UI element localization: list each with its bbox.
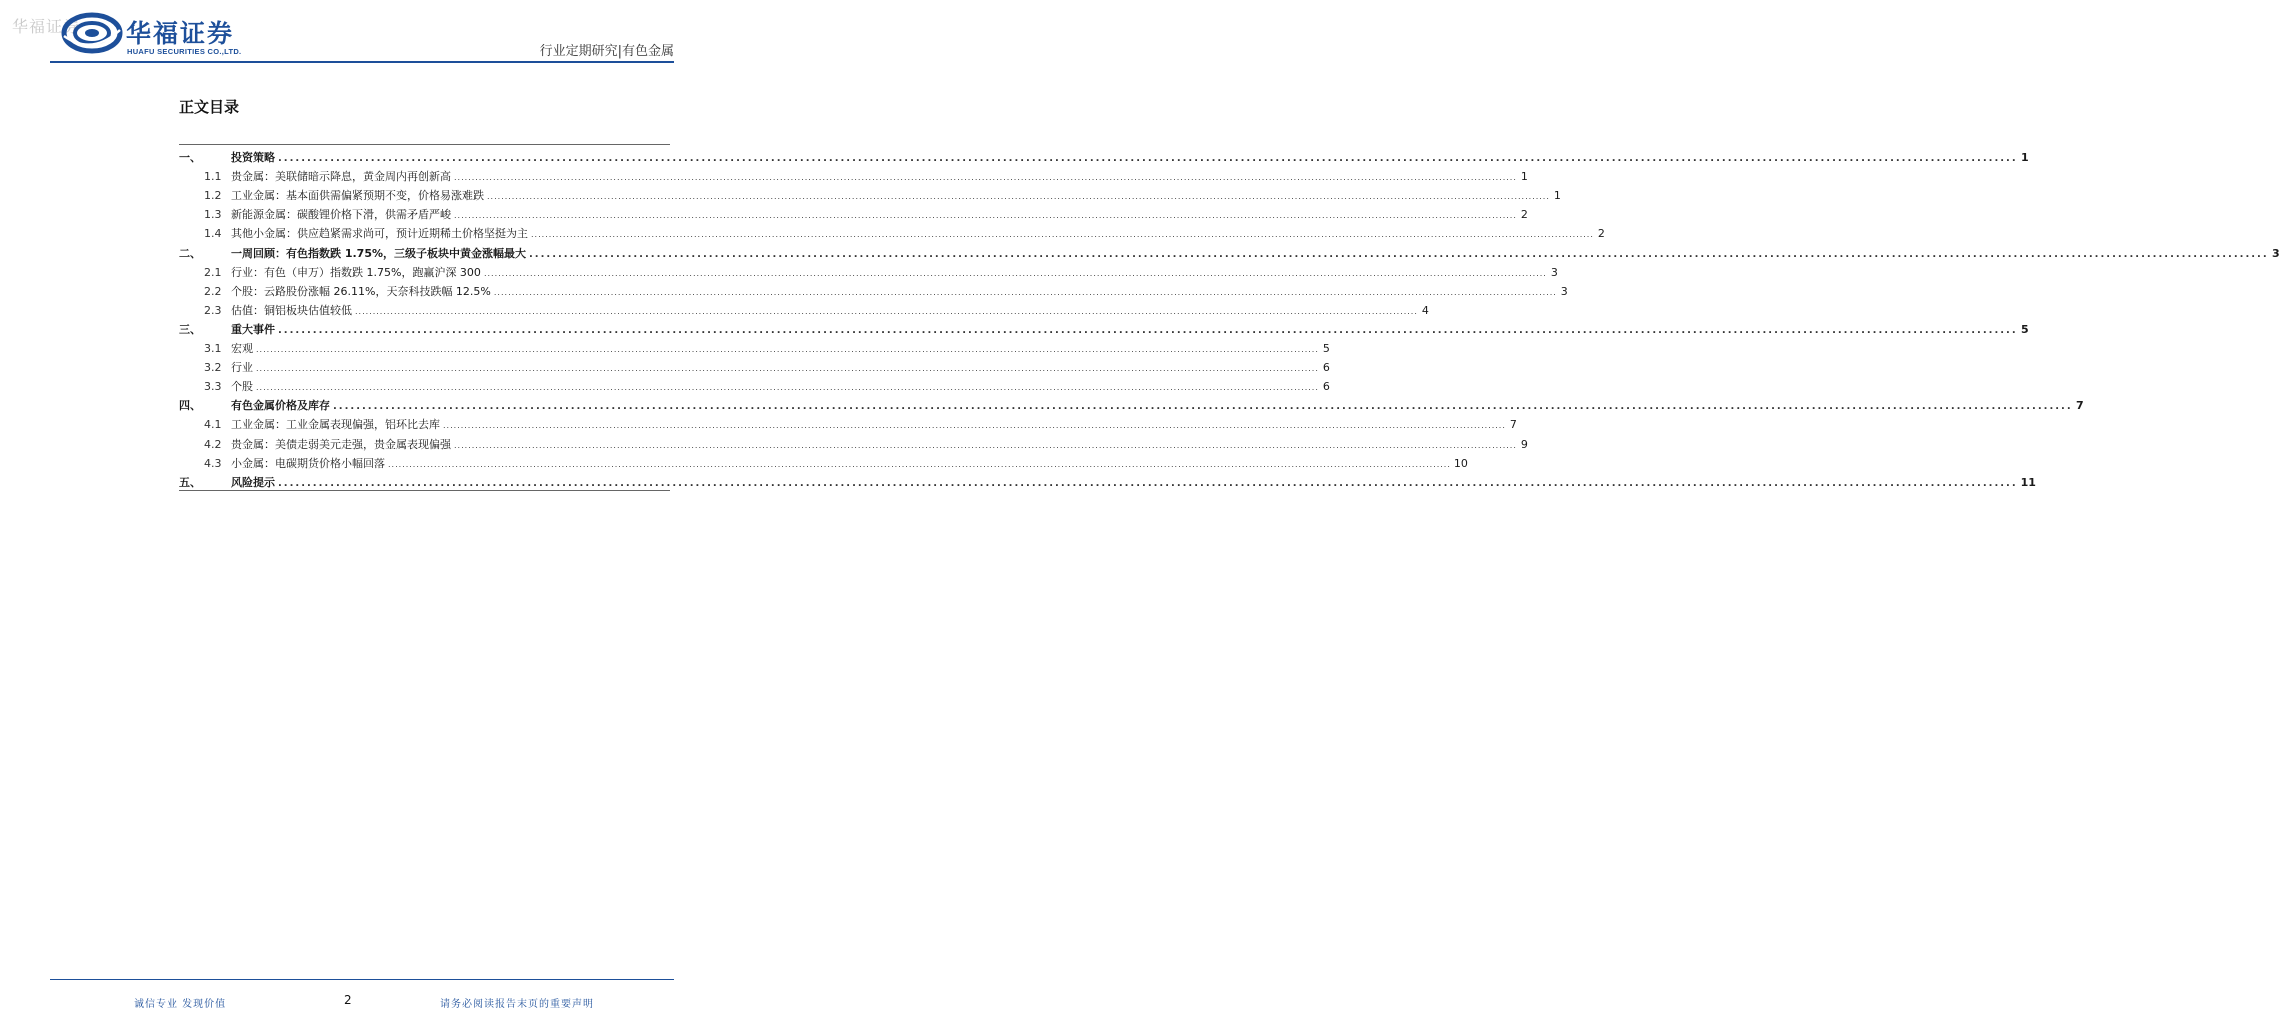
watermark-text: 华福证券: [12, 17, 81, 36]
toc-entry-page: 6: [1322, 380, 1330, 394]
brand-name-cn: 华福证券: [126, 19, 235, 48]
toc-entry-page: 5: [1322, 342, 1330, 356]
toc-leader-dots: ............................................................................................................................................................................................................................................................................................................: [278, 324, 2018, 336]
toc-entry-number: 1.1: [204, 170, 222, 184]
toc-entry-page: 1: [1520, 170, 1528, 184]
toc-leader-dots: ............................................................................................................................................................................................................................................................................................................: [443, 421, 1506, 431]
toc-entry-page: 11: [2020, 475, 2036, 489]
toc-entry[interactable]: [179, 375, 1330, 394]
toc-entry[interactable]: [179, 280, 1568, 299]
toc-leader-dots: ............................................................................................................................................................................................................................................................................................................: [454, 173, 1517, 183]
toc-entry[interactable]: [179, 203, 1528, 222]
toc-entry-text: 贵金属：美债走弱美元走强，贵金属表现偏强: [231, 437, 451, 451]
toc-entry[interactable]: [179, 146, 2029, 165]
report-category: 行业定期研究|有色金属: [539, 44, 674, 59]
toc-leader-dots: ............................................................................................................................................................................................................................................................................................................: [256, 345, 1319, 355]
toc-entry[interactable]: [179, 356, 1330, 375]
toc-entry-page: 5: [2021, 322, 2029, 336]
toc-leader-dots: ............................................................................................................................................................................................................................................................................................................: [278, 153, 2018, 165]
toc-entry-page: 6: [1322, 361, 1330, 375]
toc-leader-dots: ............................................................................................................................................................................................................................................................................................................: [355, 306, 1418, 316]
toc-leader-dots: ............................................................................................................................................................................................................................................................................................................: [493, 287, 1557, 297]
toc-entry-text: 贵金属：美联储暗示降息，黄金周内再创新高: [231, 170, 451, 184]
toc-entry-number: 1.4: [204, 227, 222, 241]
toc-leader-dots: ............................................................................................................................................................................................................................................................................................................: [487, 192, 1550, 202]
toc-leader-dots: ............................................................................................................................................................................................................................................................................................................: [454, 211, 1517, 221]
huafu-logo-icon: [62, 12, 122, 54]
toc-entry-page: 2: [1597, 227, 1605, 241]
header-divider: [50, 61, 674, 63]
toc-entry-number: 1.2: [204, 189, 222, 203]
page-number: 2: [344, 993, 352, 1007]
toc-entry-text: 工业金属：基本面供需偏紧预期不变，价格易涨难跌: [231, 189, 484, 203]
toc-entry-number: 3.2: [204, 361, 222, 375]
toc-leader-dots: ............................................................................................................................................................................................................................................................................................................: [454, 440, 1517, 450]
toc-top-divider: [179, 144, 670, 145]
toc-entry-number: 五、: [179, 475, 201, 489]
toc-entry-number: 4.2: [204, 437, 222, 451]
toc-entry-number: 二、: [179, 246, 201, 260]
toc-leader-dots: ............................................................................................................................................................................................................................................................................................................: [256, 383, 1319, 393]
toc-entry-page: 3: [1550, 265, 1558, 279]
toc-entry[interactable]: [179, 165, 1528, 184]
table-of-contents: [179, 146, 2280, 490]
toc-bottom-divider: [179, 490, 670, 491]
toc-entry[interactable]: [179, 432, 1528, 451]
toc-leader-dots: ............................................................................................................................................................................................................................................................................................................: [529, 248, 2269, 260]
toc-leader-dots: ............................................................................................................................................................................................................................................................................................................: [333, 401, 2073, 413]
toc-entry-text: 个股：云路股份涨幅 26.11%，天奈科技跌幅 12.5%: [231, 284, 491, 298]
toc-leader-dots: ............................................................................................................................................................................................................................................................................................................: [278, 477, 2018, 489]
toc-entry-page: 10: [1453, 456, 1468, 470]
toc-leader-dots: ............................................................................................................................................................................................................................................................................................................: [531, 230, 1594, 240]
toc-entry-number: 一、: [179, 151, 201, 165]
toc-entry-number: 四、: [179, 399, 201, 413]
toc-entry-text: 投资策略: [231, 151, 275, 165]
toc-entry-page: 7: [2076, 399, 2084, 413]
toc-entry-number: 三、: [179, 322, 201, 336]
toc-entry-text: 有色金属价格及库存: [231, 399, 330, 413]
toc-leader-dots: ............................................................................................................................................................................................................................................................................................................: [256, 364, 1319, 374]
toc-entry-page: 1: [2021, 151, 2029, 165]
toc-entry[interactable]: [179, 261, 1558, 280]
toc-entry-number: 1.3: [204, 208, 222, 222]
toc-leader-dots: ............................................................................................................................................................................................................................................................................................................: [483, 268, 1547, 278]
toc-entry[interactable]: [179, 299, 1429, 318]
footer-slogan: 诚信专业 发现价值: [134, 999, 227, 1010]
footer-disclaimer: 请务必阅读报告末页的重要声明: [440, 999, 594, 1010]
toc-entry-number: 2.2: [204, 284, 222, 298]
toc-entry[interactable]: [179, 184, 1561, 203]
toc-entry[interactable]: [179, 413, 1517, 432]
toc-entry[interactable]: [179, 241, 2280, 260]
toc-entry-number: 2.1: [204, 265, 222, 279]
toc-entry-page: 1: [1553, 189, 1561, 203]
toc-entry-text: 新能源金属：碳酸锂价格下滑，供需矛盾严峻: [231, 208, 451, 222]
toc-entry[interactable]: [179, 471, 2036, 490]
toc-entry-text: 工业金属：工业金属表现偏强，铝环比去库: [231, 418, 440, 432]
brand-name-en: HUAFU SECURITIES CO.,LTD.: [127, 47, 242, 56]
toc-entry-text: 个股: [231, 380, 253, 394]
toc-entry[interactable]: [179, 394, 2084, 413]
toc-title: 正文目录: [179, 98, 240, 116]
toc-entry-text: 行业：有色（申万）指数跌 1.75%，跑赢沪深 300: [231, 265, 481, 279]
toc-entry-page: 3: [2272, 246, 2280, 260]
toc-entry[interactable]: [179, 222, 1605, 241]
toc-entry[interactable]: [179, 452, 1468, 471]
toc-entry-text: 重大事件: [231, 322, 275, 336]
toc-entry-number: 4.1: [204, 418, 222, 432]
toc-entry-text: 小金属：电碳期货价格小幅回落: [231, 456, 385, 470]
toc-entry-page: 4: [1421, 303, 1429, 317]
toc-entry-number: 4.3: [204, 456, 222, 470]
toc-entry-page: 7: [1509, 418, 1517, 432]
toc-entry-number: 3.1: [204, 342, 222, 356]
toc-entry-number: 3.3: [204, 380, 222, 394]
toc-entry-text: 一周回顾：有色指数跌 1.75%，三级子板块中黄金涨幅最大: [231, 246, 526, 260]
toc-entry-page: 3: [1560, 284, 1568, 298]
toc-entry-text: 其他小金属：供应趋紧需求尚可，预计近期稀土价格坚挺为主: [231, 227, 528, 241]
toc-entry-text: 行业: [231, 361, 253, 375]
toc-entry-text: 估值：铜铝板块估值较低: [231, 303, 352, 317]
footer-divider: [50, 979, 674, 980]
toc-entry-number: 2.3: [204, 303, 222, 317]
toc-entry-text: 宏观: [231, 342, 253, 356]
toc-entry-page: 9: [1520, 437, 1528, 451]
toc-entry[interactable]: [179, 318, 2029, 337]
toc-leader-dots: ............................................................................................................................................................................................................................................................................................................: [388, 459, 1451, 469]
toc-entry[interactable]: [179, 337, 1330, 356]
toc-entry-text: 风险提示: [231, 475, 275, 489]
toc-entry-page: 2: [1520, 208, 1528, 222]
